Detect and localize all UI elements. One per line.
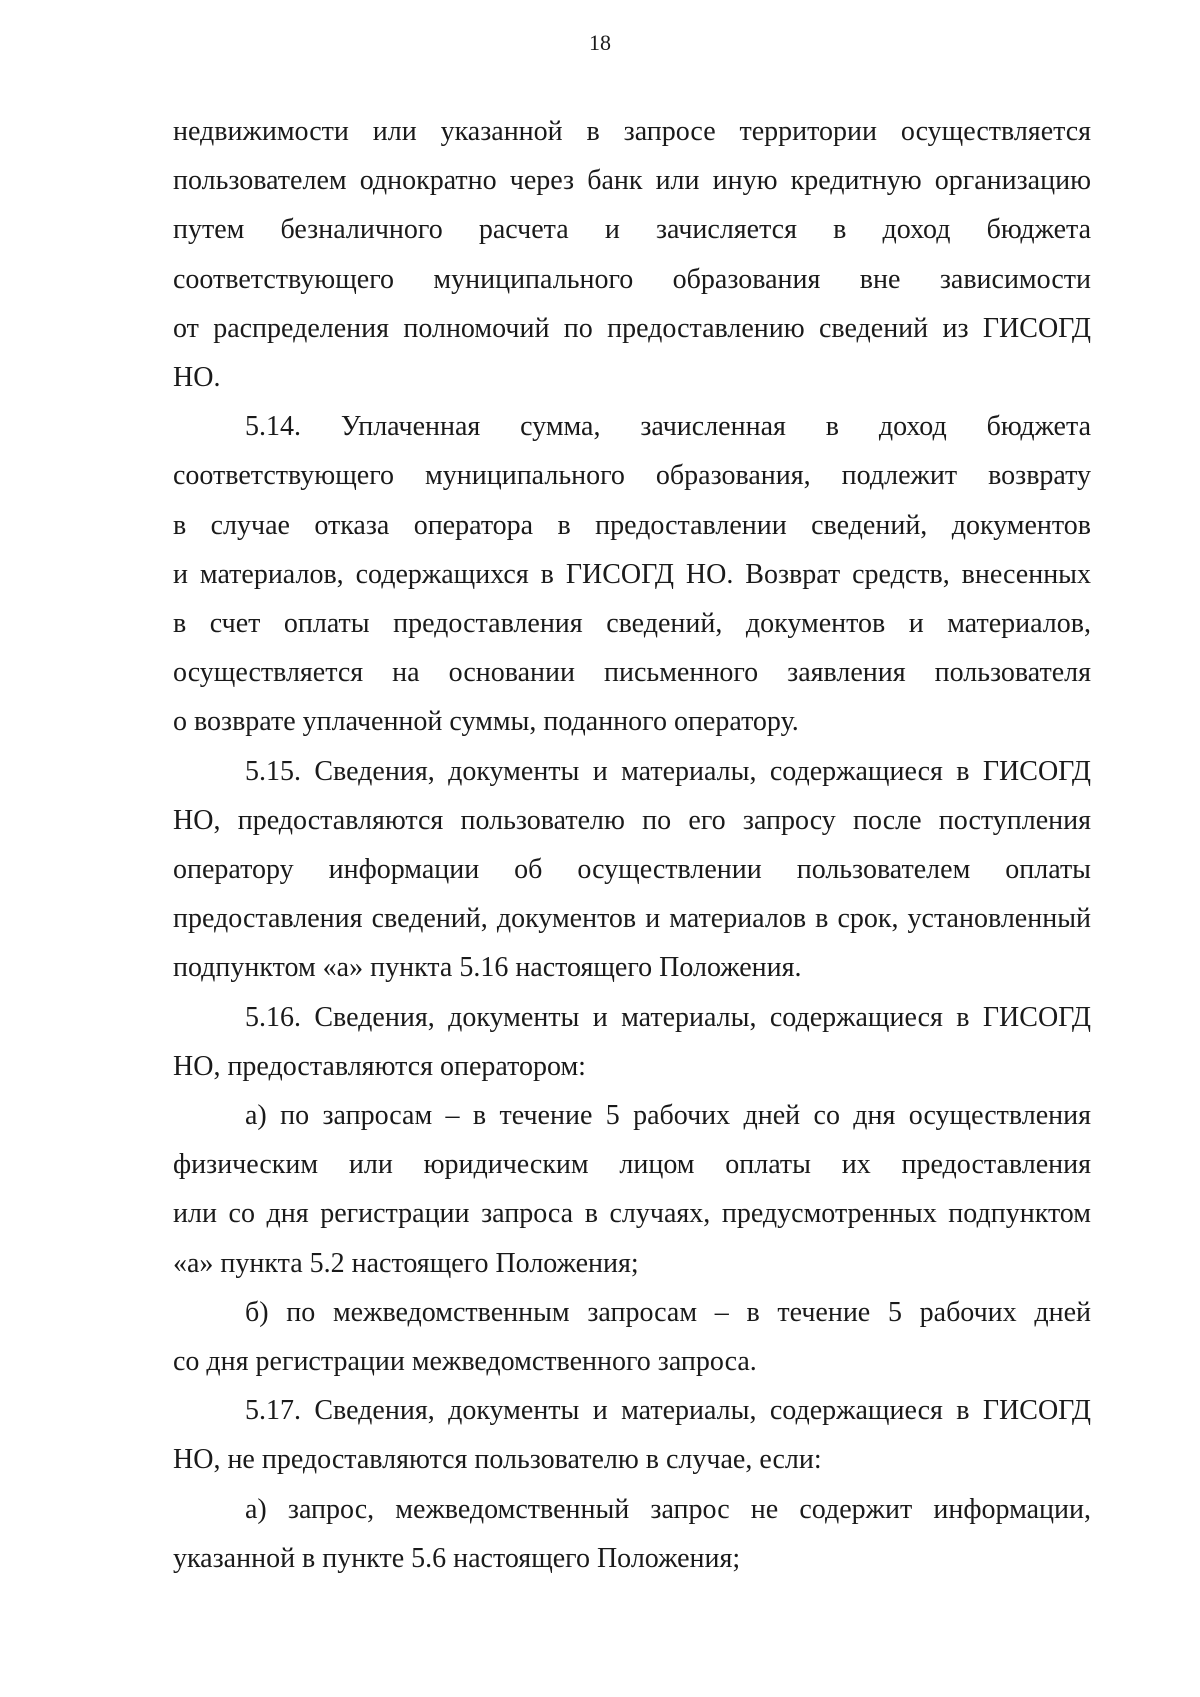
text-line: о возврате уплаченной суммы, поданного оператору. <box>173 706 799 738</box>
text-line: 5.14. Уплаченная сумма, зачисленная в доход бюджета <box>245 411 1091 443</box>
text-line: соответствующего муниципального образования, подлежит возврату <box>173 460 1091 492</box>
paragraph-5-14 <box>173 402 1091 746</box>
text-line: «а» пункта 5.2 настоящего Положения; <box>173 1247 639 1279</box>
text-line: физическим или юридическим лицом оплаты их предоставления <box>173 1149 1091 1181</box>
paragraph-5-17 <box>173 1386 1091 1484</box>
page-number: 18 <box>589 30 611 55</box>
text-line: осуществляется на основании письменного заявления пользователя <box>173 657 1091 689</box>
text-line: а) запрос, межведомственный запрос не содержит информации, <box>245 1493 1091 1525</box>
document-body <box>173 107 1091 1583</box>
text-line: а) по запросам – в течение 5 рабочих дней со дня осуществления <box>245 1100 1091 1132</box>
paragraph-5-16-b <box>173 1288 1091 1386</box>
text-line: предоставления сведений, документов и материалов в срок, установленный <box>173 903 1091 935</box>
text-line: указанной в пункте 5.6 настоящего Положения; <box>173 1542 741 1574</box>
text-line: в счет оплаты предоставления сведений, документов и материалов, <box>173 608 1091 640</box>
text-line: подпунктом «а» пункта 5.16 настоящего Положения. <box>173 952 802 984</box>
text-line: путем безналичного расчета и зачисляется в доход бюджета <box>173 214 1091 246</box>
paragraph-continuation <box>173 107 1091 402</box>
text-line: в случае отказа оператора в предоставлении сведений, документов <box>173 509 1091 541</box>
text-line: б) по межведомственным запросам – в течение 5 рабочих дней <box>245 1296 1091 1328</box>
text-line: или со дня регистрации запроса в случаях, предусмотренных подпунктом <box>173 1198 1091 1230</box>
text-line: НО. <box>173 362 221 394</box>
paragraph-5-16 <box>173 993 1091 1091</box>
paragraph-5-15 <box>173 747 1091 993</box>
text-line: от распределения полномочий по предоставлению сведений из ГИСОГД <box>173 312 1091 344</box>
text-line: НО, не предоставляются пользователю в случае, если: <box>173 1444 822 1476</box>
text-line: 5.17. Сведения, документы и материалы, содержащиеся в ГИСОГД <box>245 1395 1091 1427</box>
text-line: НО, предоставляются оператором: <box>173 1050 586 1082</box>
text-line: соответствующего муниципального образования вне зависимости <box>173 263 1091 295</box>
text-line: пользователем однократно через банк или иную кредитную организацию <box>173 165 1091 197</box>
text-line: НО, предоставляются пользователю по его запросу после поступления <box>173 804 1091 836</box>
text-line: 5.15. Сведения, документы и материалы, содержащиеся в ГИСОГД <box>245 755 1091 787</box>
text-line: 5.16. Сведения, документы и материалы, содержащиеся в ГИСОГД <box>245 1001 1091 1033</box>
text-line: со дня регистрации межведомственного запроса. <box>173 1346 757 1378</box>
paragraph-5-17-a <box>173 1485 1091 1583</box>
text-line: оператору информации об осуществлении пользователем оплаты <box>173 854 1091 886</box>
text-line: недвижимости или указанной в запросе территории осуществляется <box>173 116 1091 147</box>
paragraph-5-16-a <box>173 1091 1091 1288</box>
text-line: и материалов, содержащихся в ГИСОГД НО. Возврат средств, внесенных <box>173 558 1091 590</box>
